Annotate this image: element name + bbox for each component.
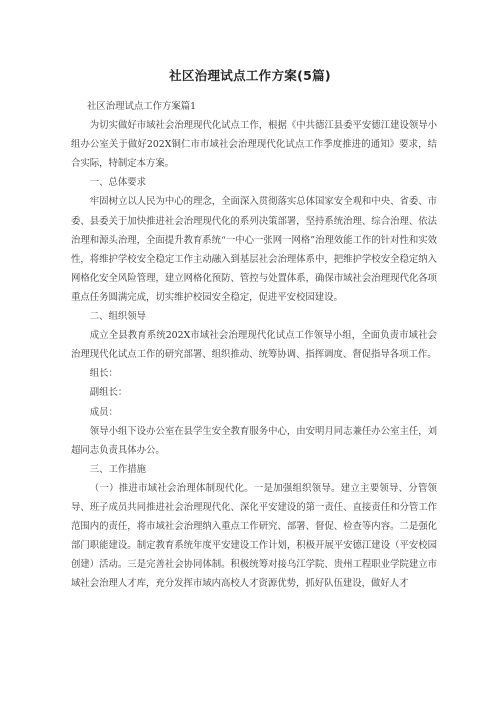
paragraph: 牢固树立以人民为中心的理念，全面深入贯彻落实总体国家安全观和中央、省委、市委、县委关于加快推进社会治理现代化的系列决策部署，坚持系统治理、综合治理、依法治理和源头治理，全面提升教育系统“一中心一张网一网格”治理效能工作的针对性和实效性，将维护学校安全稳定工作主动融入到基层社会治理体系中，把维护学校安全稳定纳入网格化安全风险管理，建立网格化预防、管控与处置体系，确保市域社会治理现代化各项重点任务圆满完成，切实维护校园安全稳定，促进平安校园建设。 (71, 196, 437, 303)
paragraph: 成立全县教育系统202X市域社会治理现代化试点工作领导小组，全面负责市域社会治理现代化试点工作的研究部署、组织推动、统筹协调、指挥调度、督促指导各项工作。 (71, 330, 437, 361)
document-body (71, 97, 437, 593)
section-heading: 社区治理试点工作方案篇1 (86, 101, 197, 112)
section-heading: 二、组织领导 (89, 311, 147, 323)
paragraph: 为切实做好市域社会治理现代化试点工作，根据《中共德江县委平安德江建设领导小组办公室关于做好202X铜仁市市域社会治理现代化试点工作季度推进的通知》要求，结合实际，特制定本方案。 (71, 120, 437, 170)
list-item: 成员： (89, 406, 118, 418)
paragraph: （一）推进市域社会治理体制现代化。一是加强组织领导。建立主要领导、分管领导、班子成员共同推进社会治理现代化、深化平安建设的第一责任、直接责任和分管工作范围内的责任，将市域社会治理纳入重点工作研究、部署、督促、检查等内容。二是强化部门职能建设。制定教育系统年度平安建设工作计划，积极开展平安德江建设（平安校园创建）活动。三是完善社会协同体制。积极统筹对接乌江学院、贵州工程职业学院建立市域社会治理人才库，充分发挥市域内高校人才资源优势，抓好队伍建设，做好人才 (71, 482, 437, 590)
section-heading: 一、总体要求 (89, 177, 147, 189)
paragraph: 领导小组下设办公室在县学生安全教育服务中心，由安明月同志兼任办公室主任，刘超同志负责具体办公。 (71, 425, 437, 456)
document-title: 社区治理试点工作方案(5篇) (169, 68, 331, 83)
list-item: 组长： (89, 368, 118, 380)
section-heading: 三、工作措施 (89, 463, 147, 475)
list-item: 副组长： (89, 387, 128, 399)
